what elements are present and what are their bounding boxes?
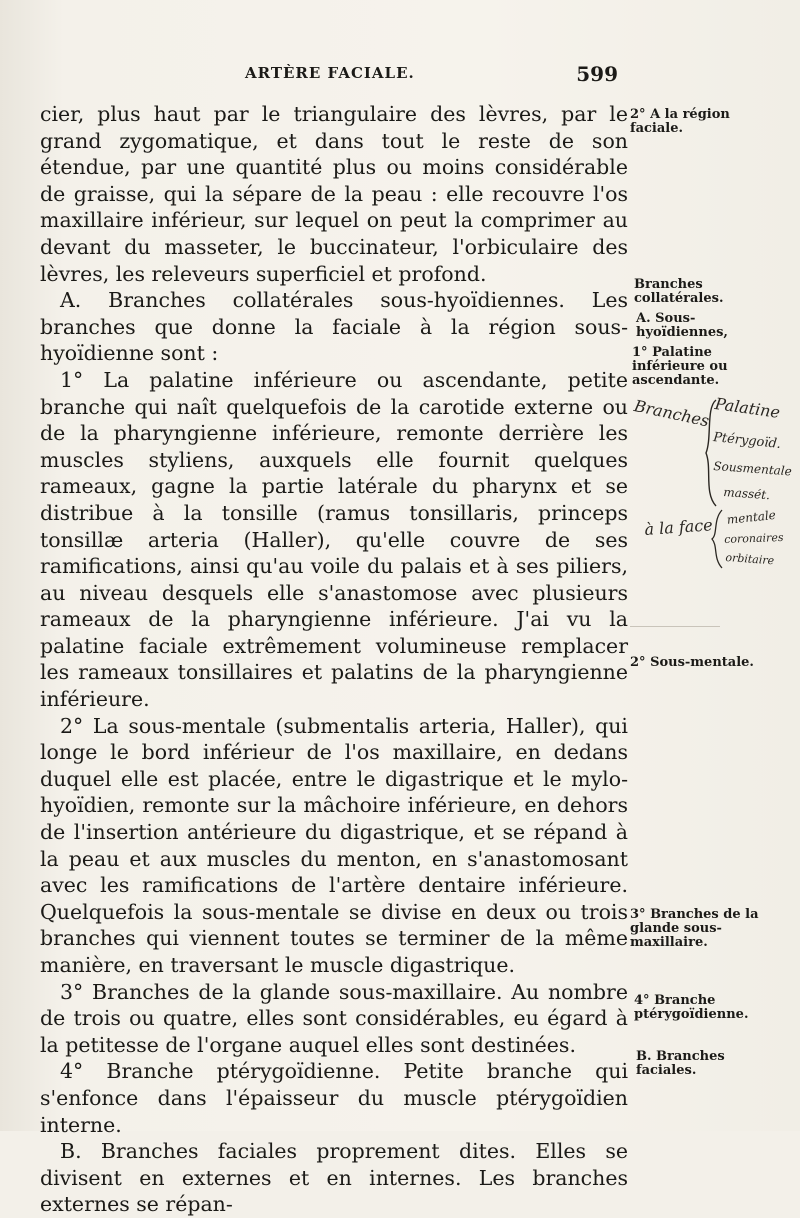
margin-note-sous-mentale: 2° Sous-mentale. <box>630 655 754 670</box>
handwritten-word: à la face <box>643 515 714 539</box>
handwritten-word: Branches <box>632 396 711 431</box>
handwritten-word: Sousmentale <box>712 458 793 479</box>
main-text <box>40 101 628 1218</box>
margin-note-glande-sous-maxillaire: 3° Branches de la glande sous-maxillaire. <box>630 907 759 950</box>
paragraph-sous-mentale: 2° La sous-mentale (submentalis arteria, Haller), qui longe le bord inférieur de l'os maxillaire, en dedans duquel elle est placée, entre le digastrique et le mylo-hyoïdien, remonte sur la mâchoire inférieure, en dehors de l'insertion antérieure du digastrique, et se répand à la peau et aux muscles du menton, en s'anastomosant avec les ramifications de l'artère dentaire inférieure. Quelquefois la sous-mentale se divise en deux ou trois branches qui viennent toutes se terminer de la même manière, en traversant le muscle digastrique. <box>40 713 628 977</box>
handwritten-brace <box>700 398 720 508</box>
paragraph-palatine: 1° La palatine inférieure ou ascendante, petite branche qui naît quelquefois de la carotide externe ou de la pharyngienne inférieure, remonte derrière les muscles styliens, auxquels elle fournit quelques rameaux, gagne la partie latérale du pharynx et se distribue à la tonsille (ramus tonsillaris, princeps tonsillæ arteria (Haller), qu'elle couvre de ses ramifications, ainsi qu'au voile du palais et à ses piliers, au niveau desquels elle s'anastomose avec plusieurs rameaux de la pharyngienne inférieure. J'ai vu la palatine faciale extrêmement volumineuse remplacer les rameaux tonsillaires et palatins de la pharyngienne inférieure. <box>40 367 628 712</box>
handwritten-brace <box>708 508 726 570</box>
page-header <box>40 62 620 92</box>
paragraph-pterygoid: 4° Branche ptérygoïdienne. Petite branche qui s'enfonce dans l'épaisseur du muscle ptérygoïdien interne. <box>40 1059 628 1137</box>
handwritten-word: orbitaire <box>725 550 775 568</box>
margin-note-sous-hyoidiennes: A. Sous-hyoïdiennes, <box>636 311 728 340</box>
page-number: 599 <box>576 62 618 86</box>
paragraph-facial-branches: B. Branches faciales proprement dites. Elles se divisent en externes et en internes. Les branches externes se répan- <box>40 1139 628 1217</box>
handwritten-word: coronaires <box>724 530 784 546</box>
margin-note-collaterales: Branches collatérales. <box>634 277 724 306</box>
margin-note-pterygoidienne: 4° Branche ptérygoïdienne. <box>634 993 749 1022</box>
margin-note-region-faciale: 2° A la région faciale. <box>630 107 730 136</box>
handwritten-word: massét. <box>722 484 771 503</box>
handwritten-word: mentale <box>726 507 777 527</box>
margin-note-branches-faciales: B. Branches faciales. <box>636 1049 725 1078</box>
paragraph-continuation: cier, plus haut par le triangulaire des lèvres, par le grand zygomatique, et dans tout le reste de son étendue, par une quantité plus ou moins considérable de graisse, qui la sépare de la peau : elle recouvre l'os maxillaire inférieur, sur lequel on peut la comprimer au devant du masseter, le buccinateur, l'orbiculaire des lèvres, les releveurs superficiel et profond. <box>40 102 628 286</box>
margin-note-palatine: 1° Palatine inférieure ou ascendante. <box>632 345 728 388</box>
running-title: ARTÈRE FACIALE. <box>245 64 415 82</box>
paragraph-collateral-branches: A. Branches collatérales sous-hyoïdiennes. Les branches que donne la faciale à la région sous-hyoïdienne sont : <box>40 288 628 366</box>
decorative-rule <box>630 626 720 627</box>
handwritten-word: Ptérygoïd. <box>712 430 782 453</box>
paragraph-submaxillary: 3° Branches de la glande sous-maxillaire. Au nombre de trois ou quatre, elles sont considérables, eu égard à la petitesse de l'organe auquel elles sont destinées. <box>40 979 628 1057</box>
handwritten-word: Palatine <box>713 394 782 422</box>
